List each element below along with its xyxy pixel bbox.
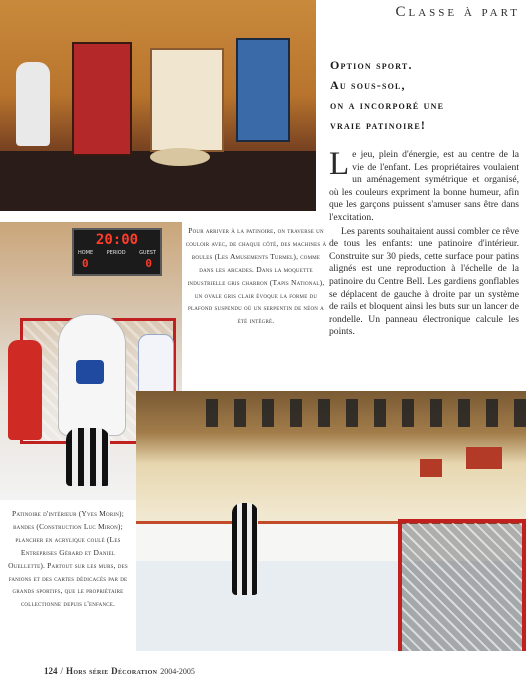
body-paragraph: Les parents souhaitaient aussi combler ce rêve de tous les enfants: une patinoire d'intérieur. Construite sur 30 pieds, cette surface pour patins alignés est une reproduction à l'échelle de la patinoire du Centre Bell. Les gardiens gonflables se déplacent de gauche à droite par un système de rails et bloquent ainsi les buts sur un lancer de rondelle. Un panneau électronique calcule les points. — [329, 225, 519, 338]
foreground-goal-net — [398, 519, 526, 651]
child-playing — [16, 62, 50, 146]
scoreboard-label-period: PERIOD — [106, 250, 126, 256]
publication-year: 2004-2005 — [160, 667, 195, 676]
child-referee — [66, 428, 110, 486]
body-paragraph: Le jeu, plein d'énergie, est au centre de la vie de l'enfant. Les propriétaires voulaient un aménagement symétrique et organisé, où les couleurs expriment la bonne humeur, afin que les garçons puissent s'amuser sans être dans l'excitation. — [329, 146, 519, 223]
scoreboard-label-guest: GUEST — [139, 250, 156, 256]
page-folio — [44, 666, 195, 676]
publication-name: Hors série Décoration — [66, 666, 158, 676]
scoreboard-label-home: HOME — [78, 250, 94, 256]
child-red-jersey — [8, 340, 42, 440]
arcade-hallway-photo — [0, 0, 316, 211]
page-number: 124 — [44, 666, 58, 676]
scoreboard — [72, 228, 162, 276]
pennant-banners — [206, 399, 526, 427]
oval-rug — [150, 148, 210, 166]
skater-referee — [232, 503, 258, 595]
article-body — [329, 146, 519, 340]
scoreboard-home-score: 0 — [82, 257, 89, 270]
maple-leaf-logo — [76, 360, 104, 384]
scoreboard-time: 20:00 — [95, 232, 139, 248]
caption-rink: Patinoire d'intérieur (Yves Morin); bandes (Construction Luc Miron); plancher en acrylique coulé (Les Entreprises Gérard et Daniel Ouellette). Partout sur les murs, des fanions et des cartes dédicacés par de grands sportifs, que le propriétaire collectionne depuis l'enfance. — [8, 509, 128, 609]
indoor-rink-photo — [136, 391, 526, 651]
headline-line-2: Au sous-sol, — [330, 78, 406, 92]
headline-line-1: Option sport. — [330, 58, 413, 72]
headline — [330, 55, 520, 135]
folio-separator: / — [60, 666, 64, 676]
caption-hallway: Pour arriver à la patinoire, on traverse un couloir avec, de chaque côté, des machines à boules (Les Amusements Turmel), comme dans les arcades. Dans la moquette industrielle gris charbon (Tapis National), un ovale gris clair évoque la forme du plafond suspendu où un serpentin de néon a été intégré. — [185, 226, 327, 326]
pinball-machine-right — [236, 38, 290, 142]
hallway-door — [150, 48, 224, 152]
rink-window-large — [466, 447, 502, 469]
rink-window-small — [420, 459, 442, 477]
pinball-machine-left — [72, 42, 132, 156]
headline-line-3: on a incorporé une — [330, 98, 445, 112]
headline-line-4: vraie patinoire! — [330, 118, 427, 132]
running-head: Classe à part — [395, 4, 520, 20]
scoreboard-guest-score: 0 — [145, 257, 152, 270]
